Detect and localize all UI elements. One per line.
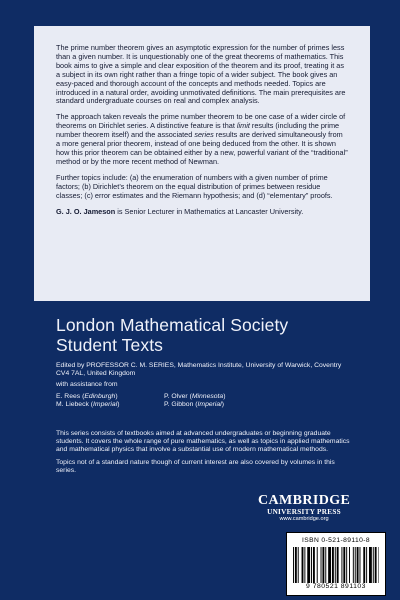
barcode-bar [341,547,342,583]
barcode-bar [317,547,318,583]
barcode-bar [332,547,334,583]
barcode-bar [379,547,380,583]
barcode-bar [337,547,339,583]
barcode-bar [302,547,304,583]
barcode-graphic [293,547,379,583]
barcode-bar [373,547,374,583]
assistant-item: P. Gibbon (Imperial) [164,400,224,408]
barcode-digits: 9 780521 891103 [306,583,366,590]
series-title: London Mathematical Society Student Texts [56,315,289,355]
barcode-bar [293,547,294,583]
barcode-bar [295,547,297,583]
barcode-bar [304,547,305,583]
barcode-bar [355,547,356,583]
isbn-barcode-box [286,532,386,596]
barcode-bar [307,547,310,583]
barcode-bar [353,547,354,583]
publisher-subtitle: UNIVERSITY PRESS [267,508,341,516]
assistant-item: E. Rees (Edinburgh) [56,392,118,400]
isbn-label: ISBN 0-521-89110-8 [301,537,371,544]
author-name: G. J. O. Jameson [56,206,116,216]
assistance-label: with assistance from [56,381,118,389]
barcode-bar [322,547,324,583]
author-bio: G. J. O. Jameson is Senior Lecturer in Mathematics at Lancaster University. [56,206,304,216]
publisher-name: CAMBRIDGE [258,493,351,508]
barcode-bar [366,547,367,583]
book-description [56,44,348,223]
blurb-paragraph-1: The prime number theorem gives an asymptotic expression for the number of primes less than a given number. It is unquestionably one of the great theorems of mathematics. This book aims to give a simple and clear exposition of the theorem and its proof, treating it as a subject in its own right rather than a fringe topic of a wider subject. The book gives an easy-paced and thorough account of the concepts and methods needed. Topics are introduced in a natural order, avoiding unmotivated definitions. The main prerequisites are standard undergraduate courses on real and complex analysis. [56,43,346,106]
barcode-bar [311,547,312,583]
barcode-bar [321,547,322,583]
series-panel [34,301,371,590]
barcode-bar [343,547,345,583]
blurb-panel [34,26,370,316]
assistant-item: P. Olver (Minnesota) [164,392,226,400]
barcode-bar [357,547,359,583]
barcode-bar [346,547,347,583]
publisher-url: www.cambridge.org [279,516,329,522]
barcode-bar [369,547,372,583]
barcode-bar [328,547,331,583]
barcode-bar [363,547,365,583]
series-editors [56,362,356,409]
barcode-bar [313,547,315,583]
series-desc-1: This series consists of textbooks aimed at advanced undergraduates or beginning graduate students. It covers the whole range of pure mathematics, as well as topics in applied mathematics and mathematical physics that involve a substantial use of modern mathematical methods. [56,430,350,454]
publisher-logo [258,493,350,523]
barcode-bar [360,547,361,583]
barcode-bar [298,547,299,583]
assistant-item: M. Liebeck (Imperial) [56,400,120,408]
barcode-bar [349,547,350,583]
assistants-list [56,393,356,409]
barcode-bar [325,547,326,583]
edited-by: Edited by PROFESSOR C. M. SERIES, Mathematics Institute, University of Warwick, Coventry CV4 7AL, United Kingdom [56,362,342,378]
blurb-paragraph-3: Further topics include: (a) the enumeration of numbers with a given number of prime factors; (b) Dirichlet’s theorem on the equal distribution of primes between residue classes; (c) error estimates and the Riemann hypothesis; and (d) “elementary” proofs. [56,172,333,200]
blurb-paragraph-2: The approach taken reveals the prime number theorem to be one case of a wider circle of theorems on Dirichlet series. A distinctive feature is that limit results (including the prime number theorem itself) and the associated series results are derived simultaneously from a more general prior theorem, instead of one being deduced from the other. It is shown how this prior theorem can be obtained either by a new, powerful variant of the “traditional” method or by the more recent method of Newman. [56,112,348,166]
barcode-bar [335,547,336,583]
series-desc-2: Topics not of a standard nature though of current interest are also covered by volumes in this series. [56,458,335,474]
barcode-bar [375,547,377,583]
series-description [56,430,352,479]
